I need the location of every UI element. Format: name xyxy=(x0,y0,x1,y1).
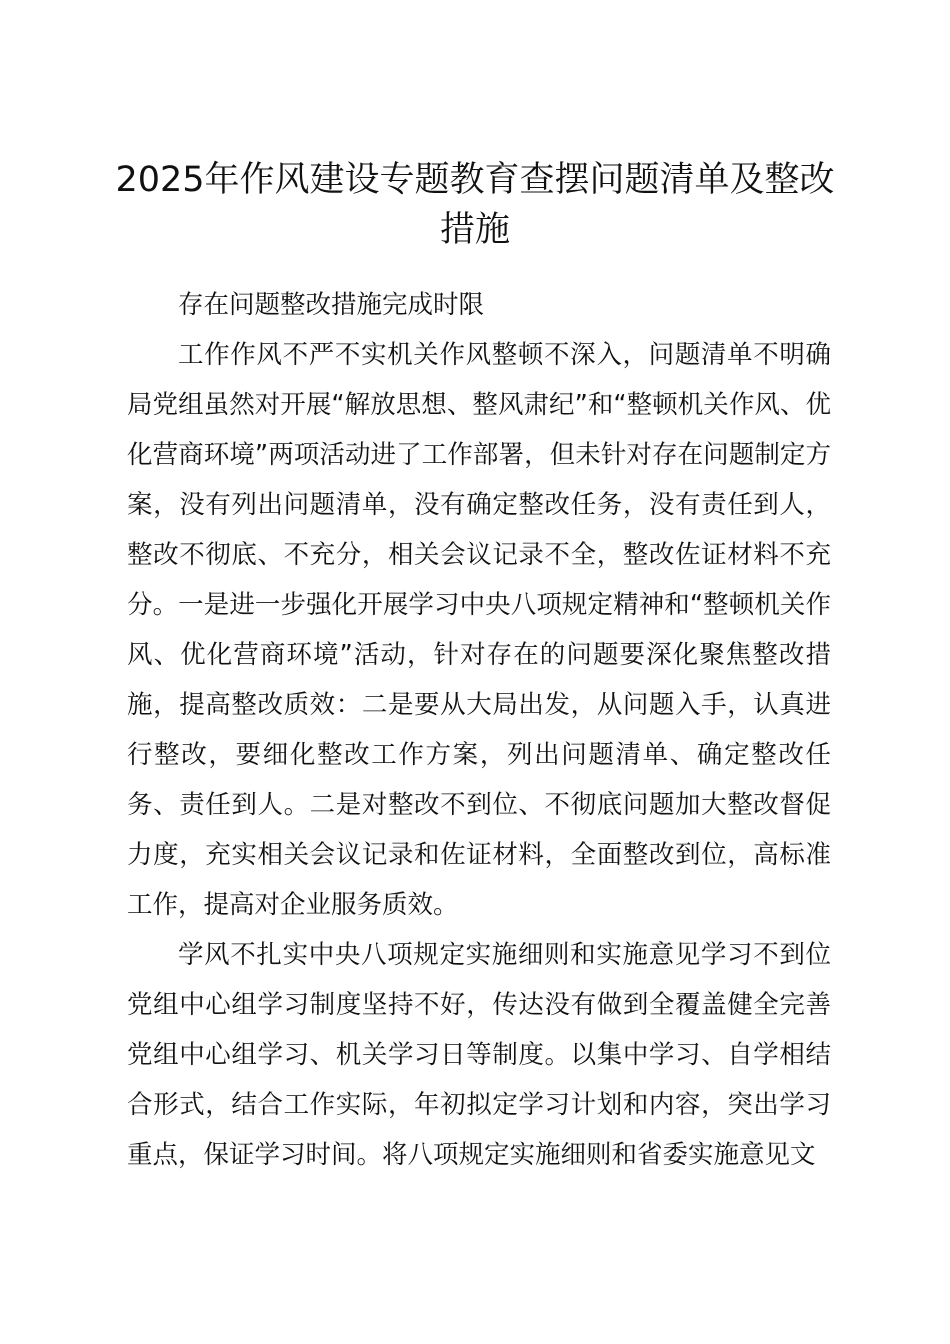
paragraph-work-style: 工作作风不严不实机关作风整顿不深入，问题清单不明确局党组虽然对开展“解放思想、整风肃纪”和“整顿机关作风、优化营商环境”两项活动进了工作部署，但未针对存在问题制定方案，没有列出问题清单，没有确定整改任务，没有责任到人，整改不彻底、不充分，相关会议记录不全，整改佐证材料不充分。一是进一步强化开展学习中央八项规定精神和“整顿机关作风、优化营商环境”活动，针对存在的问题要深化聚焦整改措施，提高整改质效：二是要从大局出发，从问题入手，认真进行整改，要细化整改工作方案，列出问题清单、确定整改任务、责任到人。二是对整改不到位、不彻底问题加大整改督促力度，充实相关会议记录和佐证材料，全面整改到位，高标准工作，提高对企业服务质效。 xyxy=(127,340,831,920)
document-title: 2025年作风建设专题教育查摆问题清单及整改措施 xyxy=(115,160,835,250)
section-subtitle: 存在问题整改措施完成时限 xyxy=(178,290,485,320)
paragraph-study-style: 学风不扎实中央八项规定实施细则和实施意见学习不到位党组中心组学习制度坚持不好，传达没有做到全覆盖健全完善党组中心组学习、机关学习日等制度。以集中学习、自学相结合形式，结合工作实际，年初拟定学习计划和内容，突出学习重点，保证学习时间。将八项规定实施细则和省委实施意见文 xyxy=(127,940,831,1170)
